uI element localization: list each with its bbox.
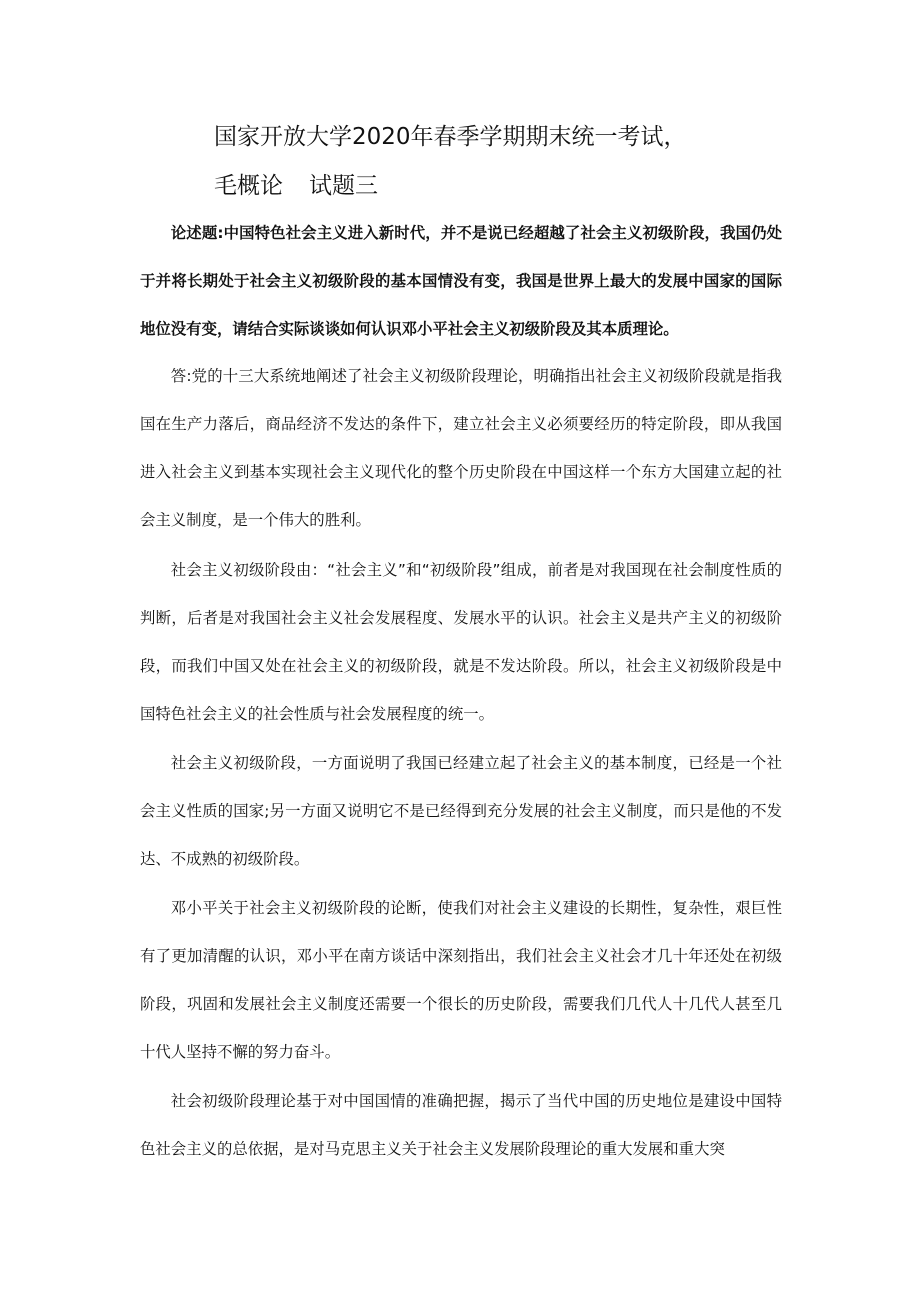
course-name: 毛概论 [214,173,283,199]
exam-subtitle [214,171,378,201]
answer-paragraph-3: 社会主义初级阶段，一方面说明了我国已经建立起了社会主义的基本制度，已经是一个社会主义性质的国家;另一方面又说明它不是已经得到充分发展的社会主义制度，而只是他的不发达、不成熟的初级阶段。 [140,754,782,868]
answer-paragraph-5: 社会初级阶段理论基于对中国国情的准确把握，揭示了当代中国的历史地位是建设中国特色社会主义的总依据，是对马克思主义关于社会主义发展阶段理论的重大发展和重大突 [140,1092,782,1158]
paper-name: 试题三 [309,173,378,199]
exam-title: 国家开放大学2020年春季学期期末统一考试， [214,124,687,150]
answer-paragraph-4: 邓小平关于社会主义初级阶段的论断，使我们对社会主义建设的长期性，复杂性，艰巨性有了更加清醒的认识，邓小平在南方谈话中深刻指出，我们社会主义社会才几十年还处在初级阶段，巩固和发展社会主义制度还需要一个很长的历史阶段，需要我们几代人十几代人甚至几十代人坚持不懈的努力奋斗。 [140,899,782,1061]
answer-paragraph-1: 答:党的十三大系统地阐述了社会主义初级阶段理论，明确指出社会主义初级阶段就是指我国在生产力落后，商品经济不发达的条件下，建立社会主义必须要经历的特定阶段，即从我国进入社会主义到基本实现社会主义现代化的整个历史阶段在中国这样一个东方大国建立起的社会主义制度，是一个伟大的胜利。 [140,367,782,529]
question-paragraph: 论述题:中国特色社会主义进入新时代，并不是说已经超越了社会主义初级阶段，我国仍处于并将长期处于社会主义初级阶段的基本国情没有变，我国是世界上最大的发展中国家的国际地位没有变，请结合实际谈谈如何认识邓小平社会主义初级阶段及其本质理论。 [140,224,782,338]
answer-paragraph-2: 社会主义初级阶段由：“社会主义”和“初级阶段”组成，前者是对我国现在社会制度性质的判断，后者是对我国社会主义社会发展程度、发展水平的认识。社会主义是共产主义的初级阶段，而我们中国又处在社会主义的初级阶段，就是不发达阶段。所以，社会主义初级阶段是中国特色社会主义的社会性质与社会发展程度的统一。 [140,561,782,723]
